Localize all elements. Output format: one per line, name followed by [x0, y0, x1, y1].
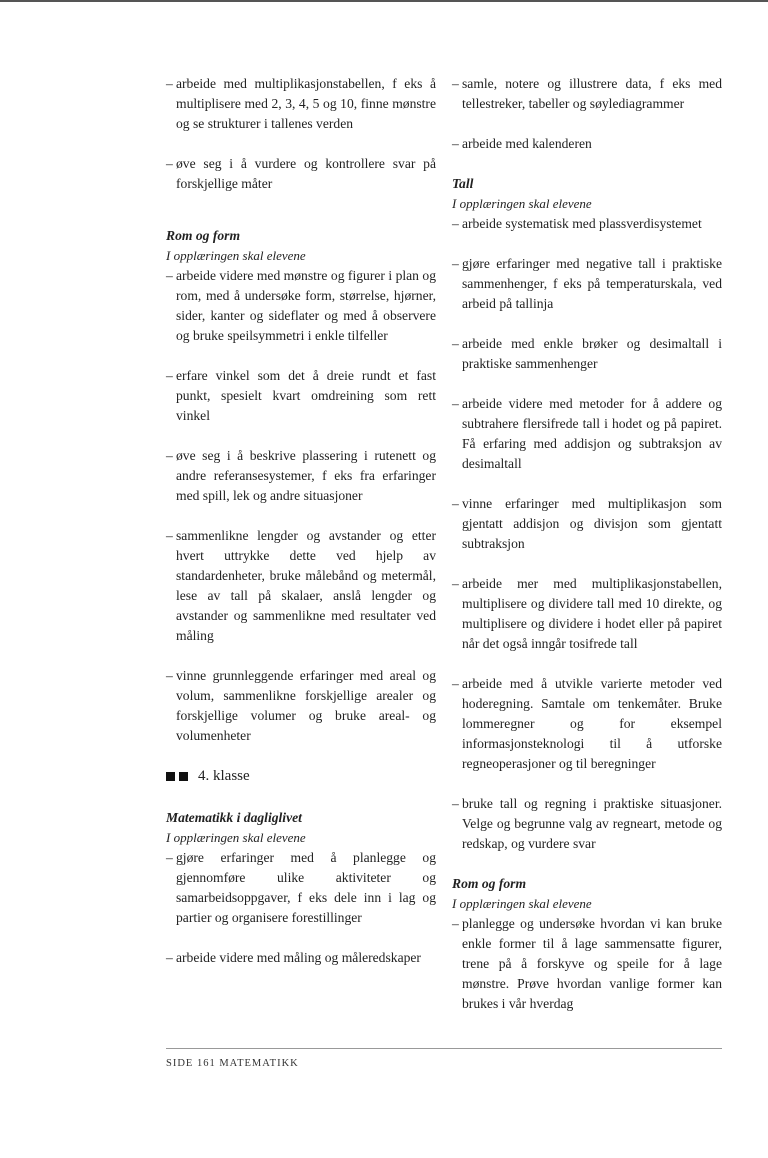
- section-heading: Rom og form: [452, 876, 527, 891]
- section-subheading: I opplæringen skal elevene: [166, 830, 306, 845]
- section-heading: Matematikk i dagliglivet: [166, 810, 302, 825]
- right-column: [452, 74, 722, 1034]
- list-item: – planlegge og undersøke hvordan vi kan bruke enkle former til å lage sammensatte figurer, trene på å forskyve og speile for å lage mønstre. Prøve hvordan vanlige former kan brukes i vår hverdag: [452, 914, 722, 1014]
- list-item: – erfare vinkel som det å dreie rundt et fast punkt, spesielt kvart omdreining som rett vinkel: [166, 366, 436, 426]
- page-footer: SIDE 161 MATEMATIKK: [166, 1058, 299, 1069]
- list-item: – arbeide med å utvikle varierte metoder ved hoderegning. Samtale om tenkemåter. Bruke lommeregner og for eksempel informasjonsteknologi til å utforske regneoperasjoner og til beregninger: [452, 674, 722, 774]
- list-item: – arbeide videre med metoder for å addere og subtrahere flersifrede tall i hodet og på papiret. Få erfaring med addisjon og subtraksjon av desimaltall: [452, 394, 722, 474]
- list-item: – gjøre erfaringer med å planlegge og gjennomføre ulike aktiviteter og samarbeidsoppgaver, f eks dele inn i lag og partier og organisere forestillinger: [166, 848, 436, 928]
- list-item: – arbeide systematisk med plassverdisystemet: [452, 214, 722, 234]
- list-item: – arbeide med enkle brøker og desimaltall i praktiske sammenhenger: [452, 334, 722, 374]
- square-bullet-icon: [179, 772, 188, 781]
- grade-label: 4. klasse: [198, 768, 250, 784]
- list-item: – øve seg i å beskrive plassering i rutenett og andre referansesystemer, f eks fra erfaringer med spill, lek og andre situasjoner: [166, 446, 436, 506]
- section-subheading: I opplæringen skal elevene: [452, 196, 592, 211]
- list-item: – arbeide videre med måling og måleredskaper: [166, 948, 436, 968]
- square-bullet-icon: [166, 772, 175, 781]
- list-item: – sammenlikne lengder og avstander og etter hvert uttrykke dette ved hjelp av standardenheter, bruke målebånd og metermål, lese av tall på skalaer, anslå lengder og avstander og sammenlikne med resultater ved måling: [166, 526, 436, 646]
- footer-rule: [166, 1048, 722, 1049]
- section-heading: Tall: [452, 176, 474, 191]
- list-item: – arbeide med kalenderen: [452, 134, 722, 154]
- section-subheading: I opplæringen skal elevene: [166, 248, 306, 263]
- list-item: – øve seg i å vurdere og kontrollere svar på forskjellige måter: [166, 154, 436, 194]
- list-item: – arbeide videre med mønstre og figurer i plan og rom, med å undersøke form, størrelse, hjørner, sider, kanter og sideflater og med å observere og bruke speilsymmetri i enkle tilfeller: [166, 266, 436, 346]
- section-heading: Rom og form: [166, 228, 241, 243]
- list-item: – gjøre erfaringer med negative tall i praktiske sammenhenger, f eks på temperaturskala, ved arbeid på tallinja: [452, 254, 722, 314]
- grade-heading: [166, 766, 436, 786]
- list-item: – bruke tall og regning i praktiske situasjoner. Velge og begrunne valg av regneart, metode og redskap, og vurdere svar: [452, 794, 722, 854]
- section-subheading: I opplæringen skal elevene: [452, 896, 592, 911]
- list-item: – samle, notere og illustrere data, f eks med tellestreker, tabeller og søylediagrammer: [452, 74, 722, 114]
- list-item: – vinne erfaringer med multiplikasjon som gjentatt addisjon og divisjon som gjentatt subtraksjon: [452, 494, 722, 554]
- list-item: – arbeide mer med multiplikasjonstabellen, multiplisere og dividere tall med 10 direkte, og multiplisere og dividere i hodet eller på papiret når det også inngår tosifrede tall: [452, 574, 722, 654]
- top-rule: [0, 0, 768, 2]
- left-column: [166, 74, 436, 988]
- list-item: – vinne grunnleggende erfaringer med areal og volum, sammenlikne forskjellige arealer og forskjellige volumer og bruke areal- og volumenheter: [166, 666, 436, 746]
- list-item: – arbeide med multiplikasjonstabellen, f eks å multiplisere med 2, 3, 4, 5 og 10, finne mønstre og se strukturer i tallenes verden: [166, 74, 436, 134]
